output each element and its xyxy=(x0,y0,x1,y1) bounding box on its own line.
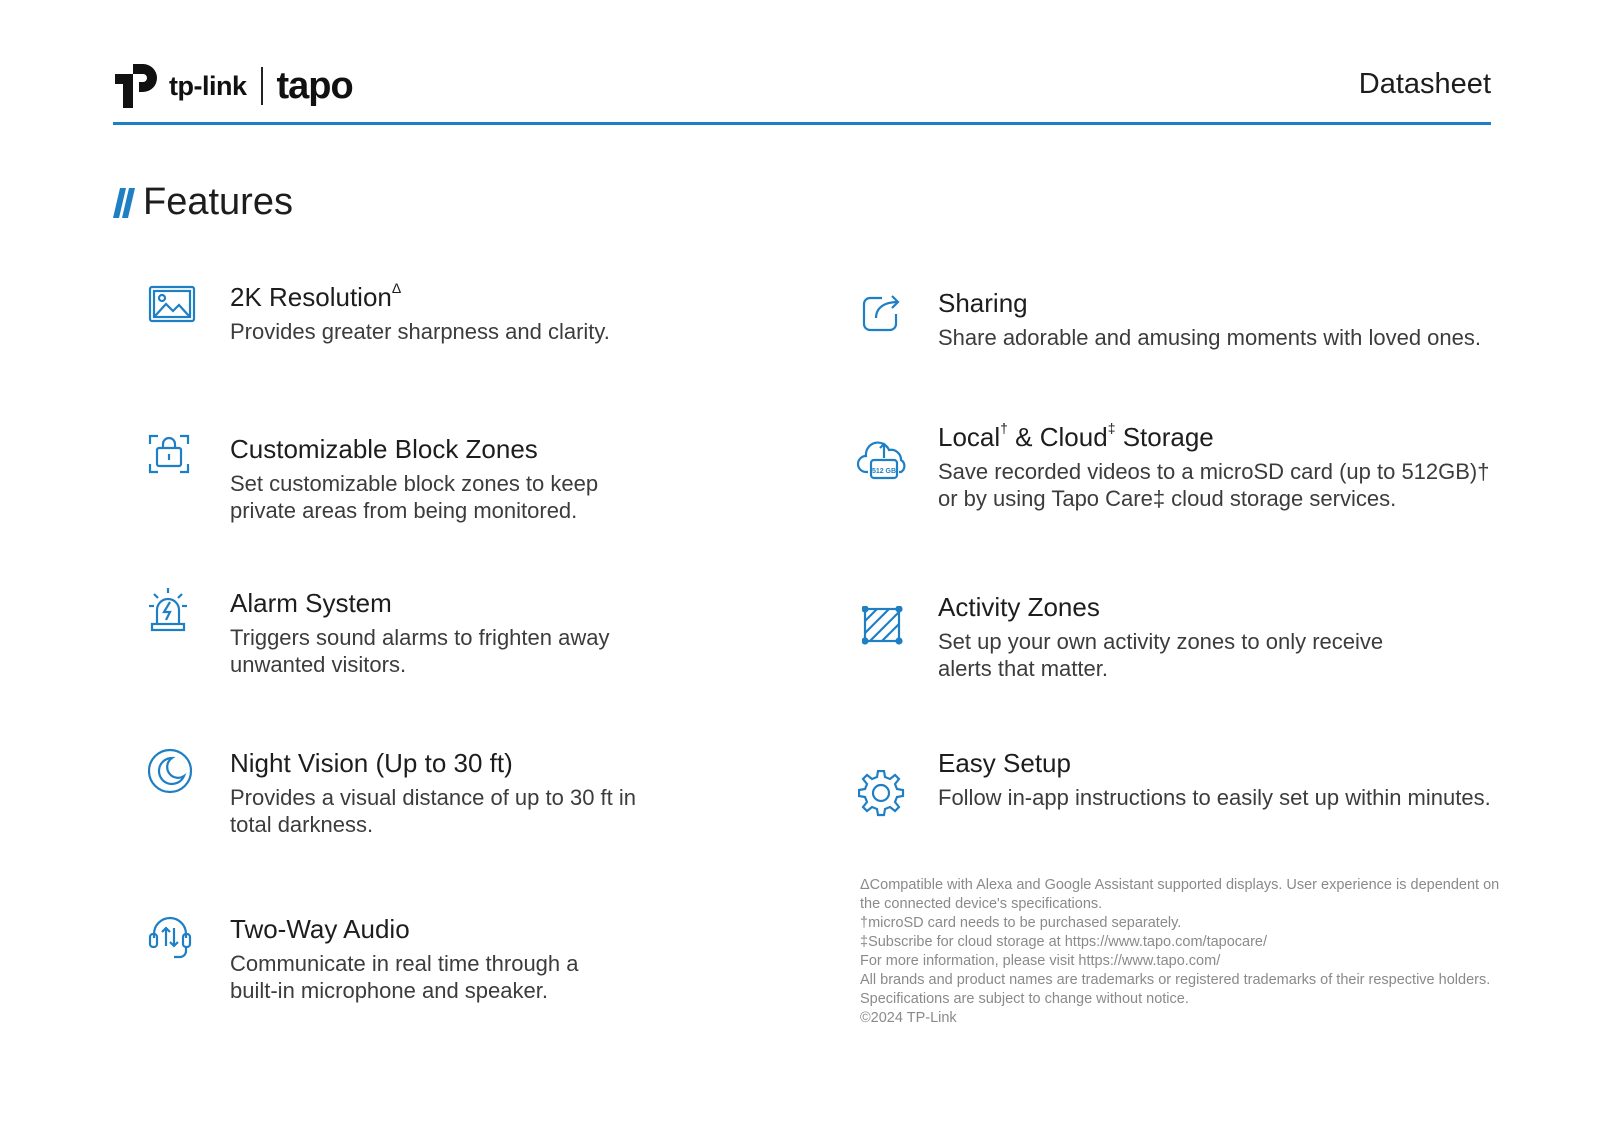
feature-title: Customizable Block Zones xyxy=(230,434,538,464)
feature-desc: Set customizable block zones to keep private areas from being monitored. xyxy=(230,471,599,523)
double-slash-icon xyxy=(113,188,135,218)
doc-type-label: Datasheet xyxy=(1358,68,1491,100)
brand-tplink: tp-link xyxy=(169,70,247,101)
alarm-siren-icon xyxy=(148,588,198,638)
footnote-copyright: ©2024 TP-Link xyxy=(860,1010,957,1026)
page-header xyxy=(113,54,1491,125)
section-title: Features xyxy=(143,181,293,223)
feature-title: Night Vision (Up to 30 ft) xyxy=(230,748,513,778)
feature-desc: Provides a visual distance of up to 30 ft in total darkness. xyxy=(230,785,637,837)
headset-icon xyxy=(148,914,198,964)
brand-tapo: tapo xyxy=(276,64,353,107)
footnote-cloud: ‡Subscribe for cloud storage at https://www.tapo.com/tapocare/ xyxy=(860,934,1268,950)
feature-title: Sharing xyxy=(938,288,1028,318)
feature-title: Easy Setup xyxy=(938,748,1071,778)
footnotes xyxy=(860,876,1500,1028)
footnote-more-info: For more information, please visit https://www.tapo.com/ xyxy=(860,953,1221,969)
footnote-compatibility: ΔCompatible with Alexa and Google Assistant supported displays. User experience is dependent on the connected device's specifications. xyxy=(860,877,1500,912)
tp-link-logo-mark-icon xyxy=(113,60,165,112)
feature-desc: Save recorded videos to a microSD card (up to 512GB)† or by using Tapo Care‡ cloud storage services. xyxy=(938,459,1490,511)
footnote-microsd: †microSD card needs to be purchased separately. xyxy=(860,915,1182,931)
feature-title: Activity Zones xyxy=(938,592,1100,622)
feature-title: 2K Resolution$^\Delta$ xyxy=(230,280,402,312)
moon-icon xyxy=(148,748,198,798)
feature-desc: Provides greater sharpness and clarity. xyxy=(230,319,610,344)
feature-desc: Triggers sound alarms to frighten away unwanted visitors. xyxy=(230,625,610,677)
share-icon xyxy=(860,292,910,342)
cloud-storage-icon xyxy=(856,436,912,486)
footnote-trademarks: All brands and product names are trademarks or registered trademarks of their respective holders. Specifications are subject to change without notice. xyxy=(860,972,1491,1007)
gear-icon xyxy=(858,770,908,820)
image-icon xyxy=(148,284,198,334)
feature-desc: Follow in-app instructions to easily set up within minutes. xyxy=(938,785,1491,810)
icon-label-512gb: 512 GB xyxy=(871,468,897,475)
privacy-lock-icon xyxy=(148,434,198,484)
feature-title: Alarm System xyxy=(230,588,392,618)
feature-title: Two-Way Audio xyxy=(230,914,410,944)
feature-desc: Share adorable and amusing moments with loved ones. xyxy=(938,325,1481,350)
logo-divider xyxy=(261,67,263,105)
brand-logo xyxy=(113,58,353,114)
feature-desc: Communicate in real time through a built-in microphone and speaker. xyxy=(230,951,579,1003)
section-heading xyxy=(113,181,293,224)
feature-title: Local† & Cloud‡ Storage xyxy=(938,420,1214,452)
activity-zone-icon xyxy=(862,606,912,656)
feature-desc: Set up your own activity zones to only receive alerts that matter. xyxy=(938,629,1384,681)
